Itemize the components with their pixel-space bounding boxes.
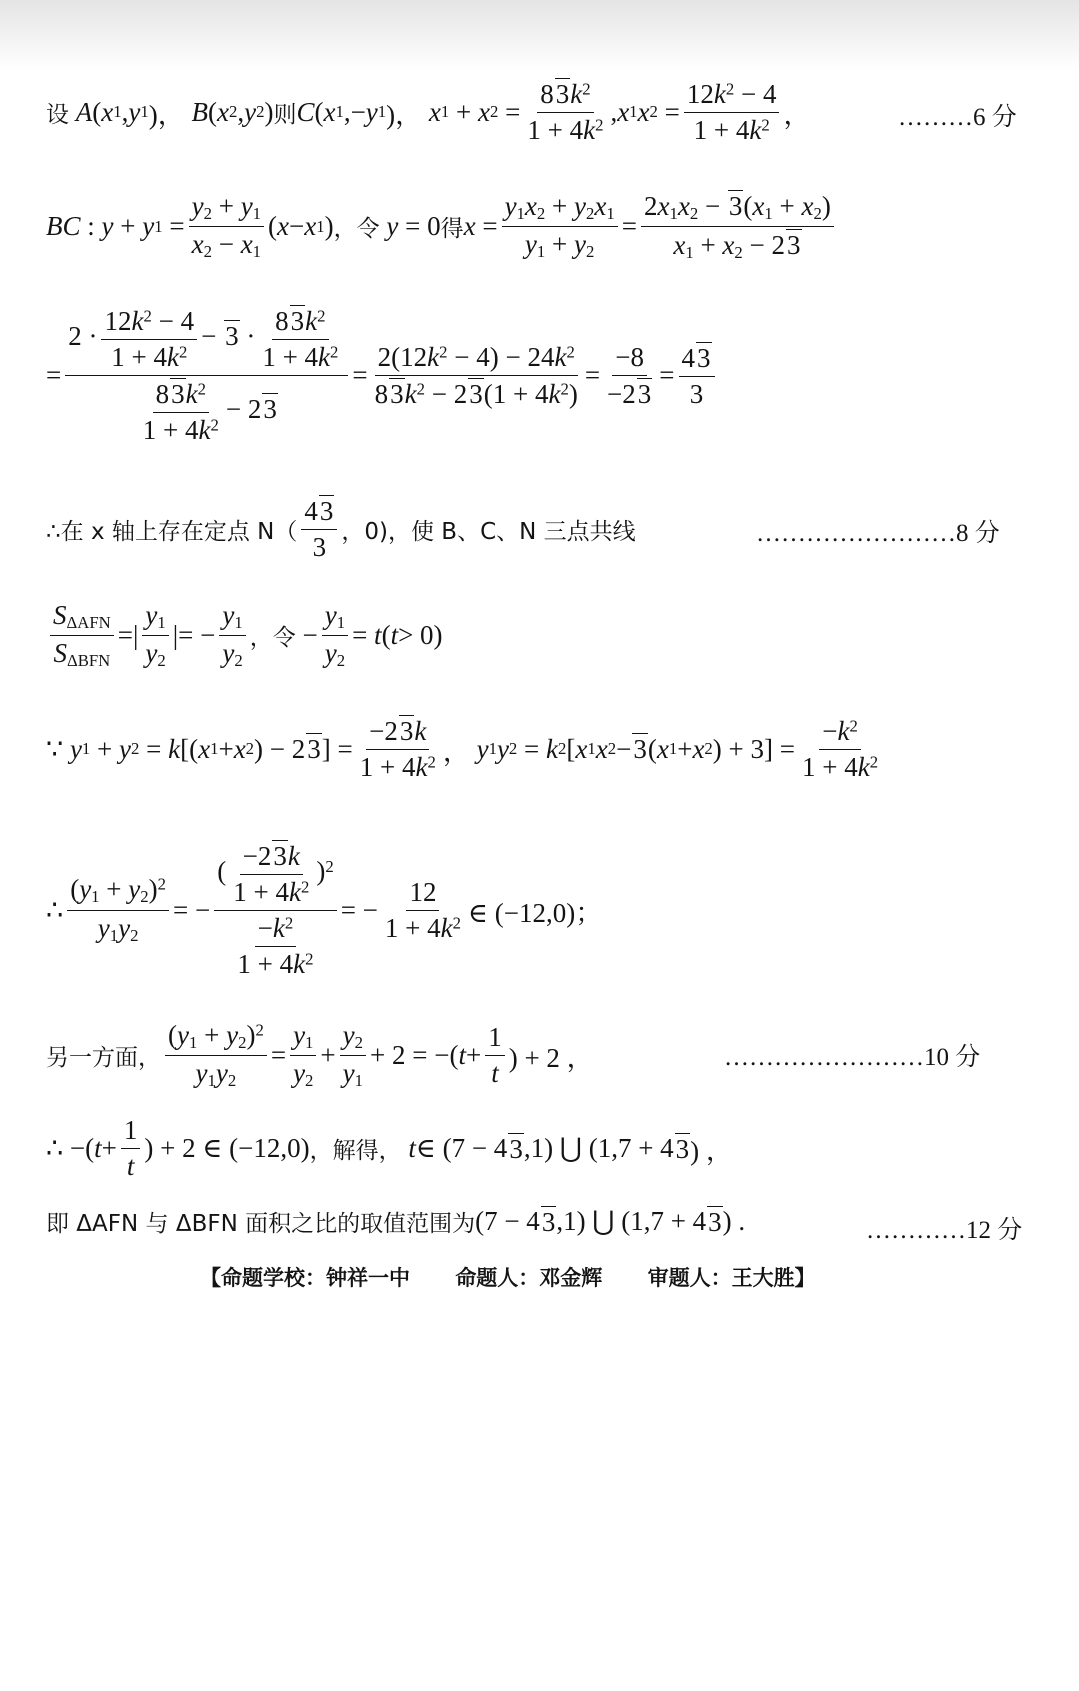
solution-line-6: ∵ y 1 + y 2 = k [( x 1 + x 2 ) − 2 3 ] = $\frac{-23k}{1 + 4k^2}$ ， y 1 y 2 = k 2 [ x 1 x 2 − 3 ( x 1 + x 2 ) + 3] = $\frac{-k^2}{1 + 4k^2}$ [46,715,879,782]
solution-line-9: 另一方面， $\frac{(y_1 + y_2)^2}{y_1y_2}$ = $\frac{y_1}{y_2}$ + $\frac{y_2}{y_1}$ + 2 = −( t + $\frac{1}{t}$ ) + 2 ， [46,1020,594,1091]
score-8: ……………………8 分 [756,520,1000,547]
text-exists-point: ∴在 x 轴上存在定点 N（ [46,518,298,545]
text-collinear: ，0)，使 B、C、N 三点共线 [341,518,636,545]
score-6: ………6 分 [898,104,1017,131]
footer-reviewer: 审题人：王大胜】 [647,1266,816,1290]
solution-line-4: ∴在 x 轴上存在定点 N（ $\frac{43}{3}$ ，0)，使 B、C、N 三点共线 [46,496,636,562]
solution-line-10: ∴ −( t + $\frac{1}{t}$ ) + 2 ∈ (−12,0) ，解得， t ∈ (7 − 4 3 ,1) ⋃ (1,7 + 4 3 ) ， [46,1115,733,1181]
text-de: 得 [440,216,464,243]
top-shadow [0,0,1079,70]
text-on-the-other-hand: 另一方面， [46,1045,161,1072]
solution-line-3: = 2 · $\frac{12k^2 - 4}{1 + 4k^2}$ − 3 · $\frac{83k^2}{1 + 4k^2}$ $\frac{83k^2}{1 + 4k^2}$ − 23 = $\frac{2(12k^2 - 4) - 24k^2}{83k^2 - 23(1 + 4k^2)}$ = $\frac{-8}{-23}$ = $\frac{43}{3}$ [46,305,719,446]
text-ling-2: ，令 [249,625,296,652]
solution-line-11: 即 ΔAFN 与 ΔBFN 面积之比的取值范围为 (7 − 4 3 ,1) ⋃ (1,7 + 4 3 ) . [46,1206,746,1237]
text-she: 设 [46,101,69,128]
text-ling: ，令 [333,216,380,243]
label-bc: BC [46,211,81,242]
solution-line-1: 设 A ( x 1 , y 1 )， B ( x 2 , y 2 ) 则 C ( x 1 ,− y 1 )， x 1 + x 2 = $\frac{83k^2}{1 + 4k^2}$ , x 1 x 2 = $\frac{12k^2 - 4}{1 + 4k^2}$ ， [46,78,811,145]
score-10: ……………………10 分 [724,1044,981,1071]
score-12: …………12 分 [866,1217,1023,1244]
solution-line-2: BC : y + y 1 = $\frac{y_2 + y_1}{x_2 - x_1}$ ( x − x 1 ) ，令 y = 0 得 x = $\frac{y_1x_2 + y_2x_1}{y_1 + y_2}$ = $\frac{2x_1x_2 - 3(x_1 + x_2)}{x_1 + x_2 - 23}$ [46,190,838,263]
solution-line-7: ∴ $\frac{(y_1 + y_2)^2}{y_1y_2}$ = − ( $\frac{-23k}{1 + 4k^2}$ )$^2$ $\frac{-k^2}{1 + 4k^2}$ = − $\frac{12}{1 + 4k^2}$ ∈ (−12,0)； [46,841,603,979]
solution-line-5: $\frac{S_{\Delta AFN}}{S_{\Delta BFN}}$ =| $\frac{y_1}{y_2}$ |= − $\frac{y_1}{y_2}$ ，令 − $\frac{y_1}{y_2}$ = t ( t > 0) [46,600,443,671]
text-solve: ，解得， [309,1138,402,1164]
text-conclusion: 即 ΔAFN 与 ΔBFN 面积之比的取值范围为 [46,1211,476,1237]
footer-credits [200,1262,816,1292]
footer-school: 【命题学校：钟祥一中 [200,1266,410,1290]
footer-author: 命题人：邓金辉 [455,1266,603,1290]
